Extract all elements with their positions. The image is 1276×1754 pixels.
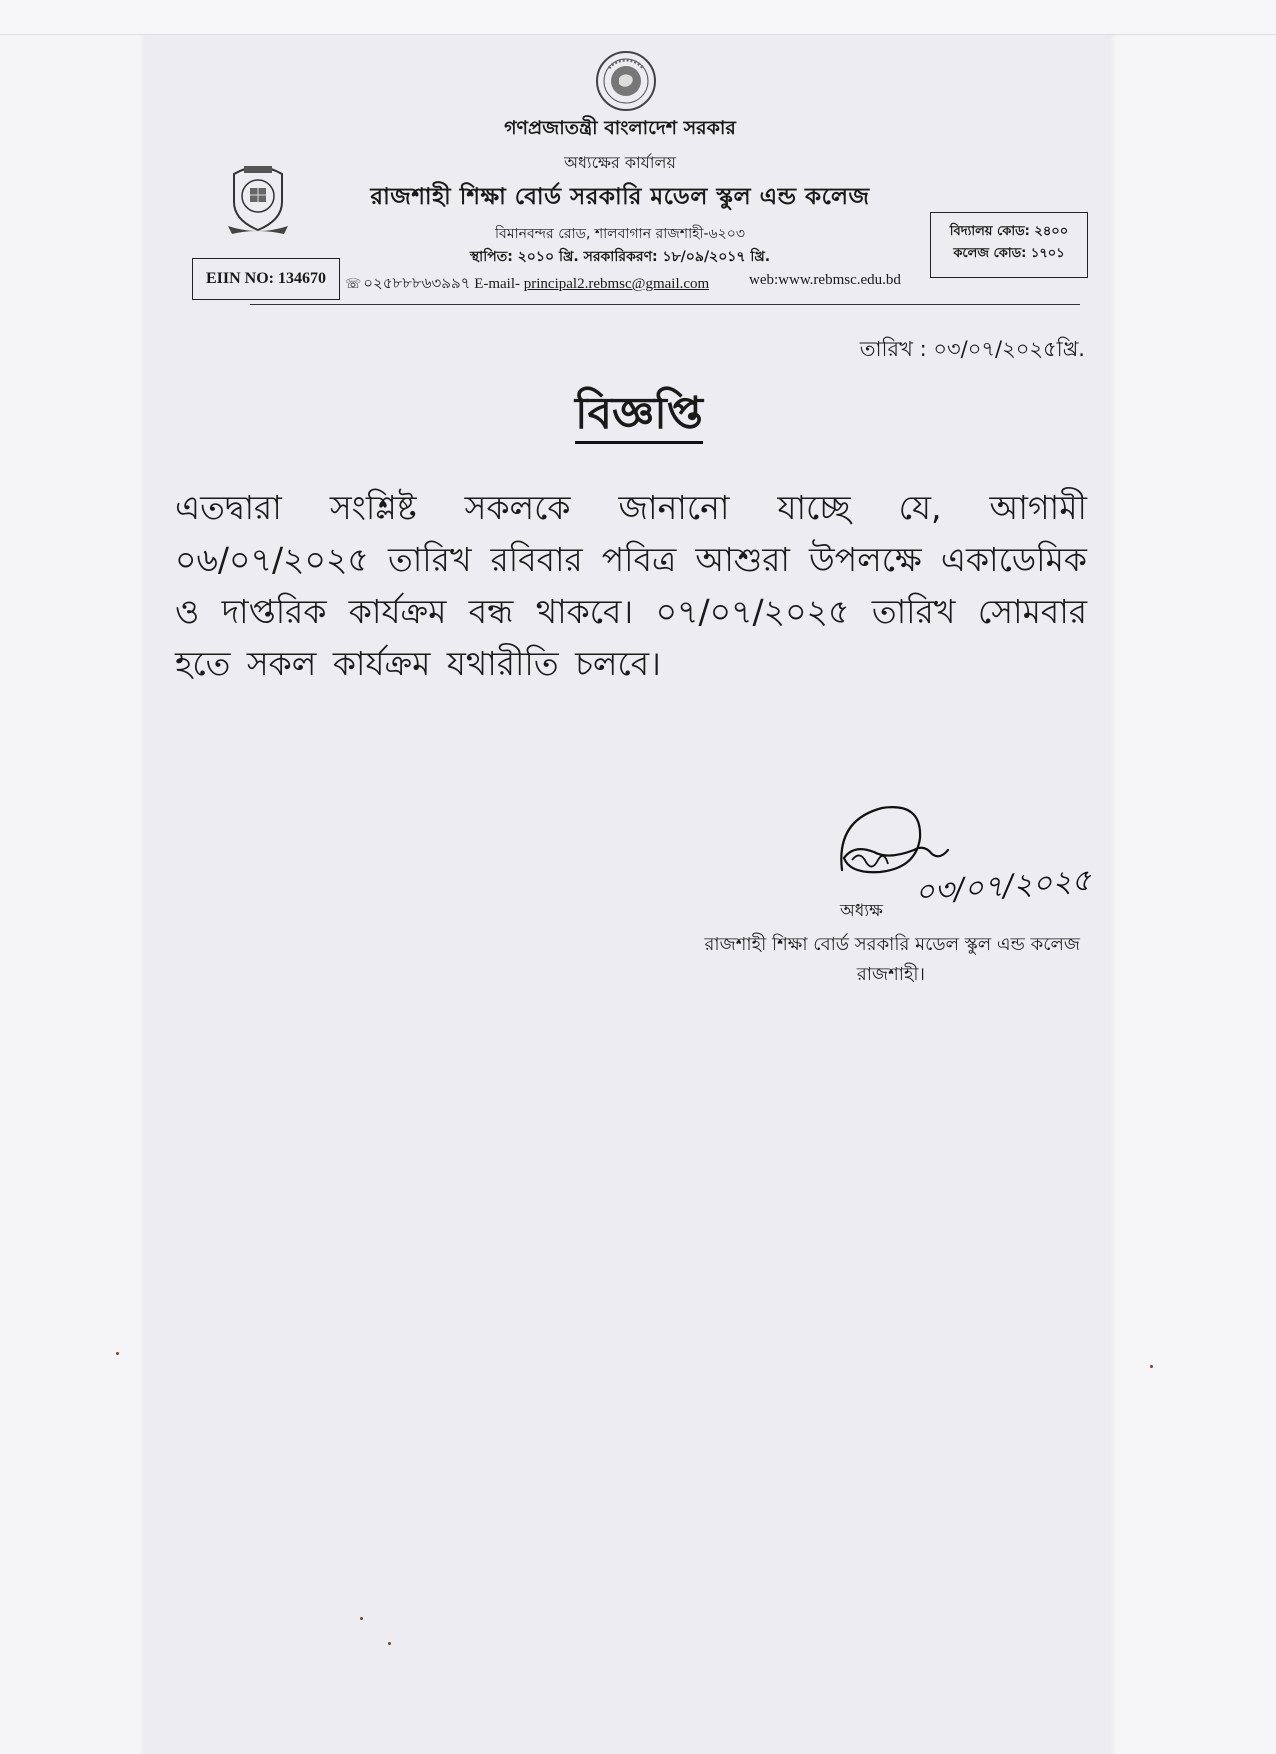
scan-speck <box>1150 1365 1153 1368</box>
scan-speck <box>388 1642 391 1645</box>
school-name: রাজশাহী শিক্ষা বোর্ড সরকারি মডেল স্কুল এন্ড কলেজ <box>370 184 870 210</box>
notice-date: তারিখ : ০৩/০৭/২০২৫খ্রি. <box>859 337 1085 361</box>
eiin-number: EIIN NO: 134670 <box>205 270 326 287</box>
signatory-title: অধ্যক্ষ <box>840 901 883 921</box>
government-seal-icon <box>595 50 657 112</box>
institution-code-box <box>930 212 1088 278</box>
notice-title-text: বিজ্ঞপ্তি <box>575 388 703 444</box>
email-label: E-mail- <box>474 276 521 292</box>
established-info: স্থাপিত: ২০১০ খ্রি. সরকারিকরণ: ১৮/০৯/২০১৭ খ্রি. <box>469 249 771 265</box>
office-heading: অধ্যক্ষের কার্যালয় <box>564 153 676 172</box>
signatory-city: রাজশাহী। <box>856 964 925 985</box>
scan-speck <box>116 1352 119 1355</box>
website-link[interactable]: web:www.rebmsc.edu.bd <box>749 272 901 288</box>
email-link[interactable]: principal2.rebmsc@gmail.com <box>523 276 710 292</box>
signatory-school: রাজশাহী শিক্ষা বোর্ড সরকারি মডেল স্কুল এন্ড কলেজ <box>704 934 1080 955</box>
header-divider <box>250 304 1080 305</box>
notice-title <box>400 380 878 453</box>
phone-icon: ☏ <box>345 276 362 291</box>
notice-body: এতদ্বারা সংশ্লিষ্ট সকলকে জানানো যাচ্ছে যে, আগামী ০৬/০৭/২০২৫ তারিখ রবিবার পবিত্র আশুরা উপলক্ষে একাডেমিক ও দাপ্তরিক কার্যক্রম বন্ধ থাকবে। ০৭/০৭/২০২৫ তারিখ সোমবার হতে সকল কার্যক্রম যথারীতি চলবে। <box>175 488 1087 683</box>
school-code: বিদ্যালয় কোড: ২৪০০ <box>949 224 1069 239</box>
handwritten-date: ০৩/০৭/২০২৫ <box>913 862 1093 911</box>
scan-speck <box>360 1617 363 1620</box>
government-heading: গণপ্রজাতন্ত্রী বাংলাদেশ সরকার <box>504 117 736 139</box>
eiin-box <box>192 258 340 300</box>
contact-line <box>345 272 945 297</box>
college-code: কলেজ কোড: ১৭০১ <box>953 246 1065 261</box>
phone-number: ০২৫৮৮৮৬৩৯৯৭ <box>363 276 471 292</box>
school-address: বিমানবন্দর রোড, শালবাগান রাজশাহী-৬২০৩ <box>495 226 745 242</box>
